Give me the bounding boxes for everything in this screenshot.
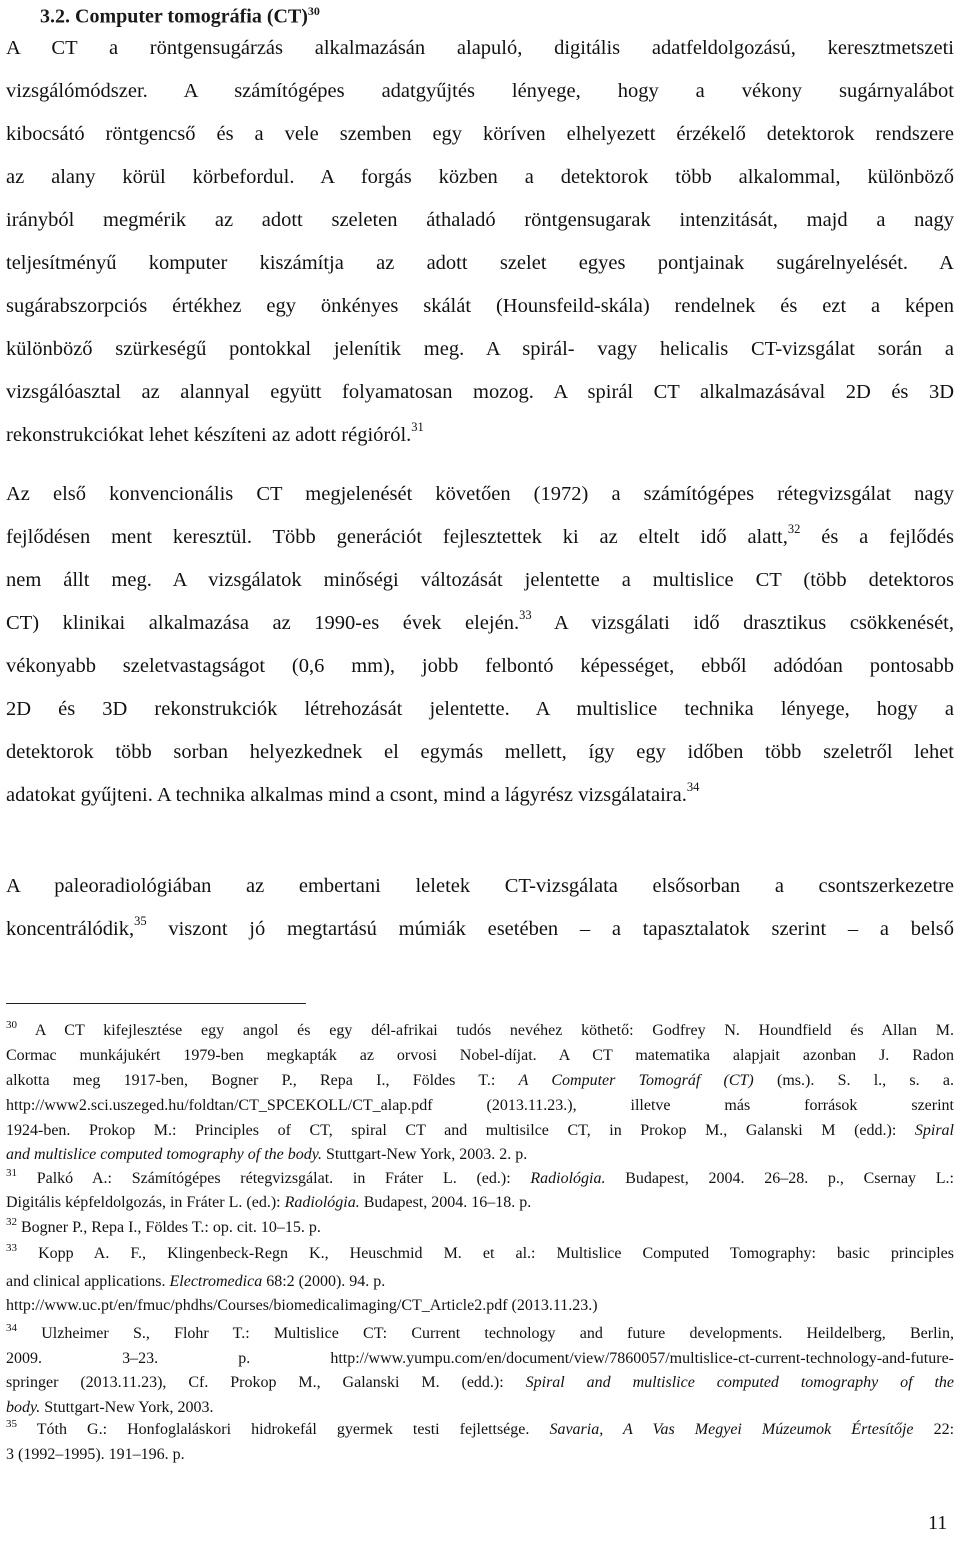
footnote-separator (6, 1003, 306, 1004)
footnote-line (6, 1194, 954, 1212)
footnote-text: alkotta meg 1917-ben, Bogner P., Repa I., Földes T.: (6, 1072, 519, 1089)
line-text: az alany körül körbefordul. A forgás közben a detektorok több alkalommal, különböző (6, 166, 954, 188)
line-text: kibocsátó röntgencső és a vele szemben egy köríven elhelyezett érzékelő detektorok rendszere (6, 123, 954, 145)
footnote-line (6, 1097, 954, 1115)
text-line (6, 654, 954, 678)
text-line (6, 697, 954, 721)
text-line (6, 780, 954, 807)
line-text: teljesítményű komputer kiszámítja az adott szelet egyes pontjainak sugárelnyelését. A (6, 252, 954, 274)
text-line (6, 208, 954, 232)
footnote-text: A CT kifejlesztése egy angol és egy dél-afrikai tudós nevéhez köthető: Godfrey N. Houndfield és Allan M. (17, 1022, 954, 1039)
footnote-text: Stuttgart-New York, 2003. 2. p. (321, 1146, 528, 1163)
footnote-line (6, 1321, 954, 1343)
footnote-number: 34 (6, 1321, 17, 1334)
footnote-text: http://www.uc.pt/en/fmuc/phdhs/Courses/biomedicalimaging/CT_Article2.pdf (2013.11.23.) (6, 1297, 598, 1314)
footnote-line (6, 1297, 954, 1315)
footnote-line (6, 1215, 954, 1237)
line-text: adatokat gyűjteni. A technika alkalmas mind a csont, mind a lágyrész vizsgálataira. (6, 784, 687, 806)
footnote-line (6, 1350, 954, 1368)
footnote-ref: 35 (134, 914, 147, 929)
line-text: sugárabszorpciós értékhez egy önkényes skálát (Hounsfeild-skála) rendelnek és ezt a képen (6, 295, 954, 317)
footnote-number: 32 (6, 1215, 17, 1228)
line-text: detektorok több sorban helyezkednek el egymás mellett, így egy időben több szeletről lehet (6, 741, 954, 763)
line-text: irányból megmérik az adott szeleten áthaladó röntgensugarak intenzitását, majd a nagy (6, 209, 954, 231)
footnote-text: Tóth G.: Honfoglaláskori hidrokefál gyermek testi fejlettsége. (17, 1421, 550, 1438)
line-text: vékonyabb szeletvastagságot (0,6 mm), jobb felbontó képességet, ebből adódóan pontosabb (6, 655, 954, 677)
footnote-line (6, 1146, 954, 1164)
footnote-line (6, 1166, 954, 1188)
footnote-text: Kopp A. F., Klingenbeck-Regn K., Heuschmid M. et al.: Multislice Computed Tomography: basic principles (17, 1245, 954, 1262)
footnote-text: 3 (1992–1995). 191–196. p. (6, 1446, 185, 1463)
line-text: 2D és 3D rekonstrukciók létrehozását jelentette. A multislice technika lényege, hogy a (6, 698, 954, 720)
footnote-italic-text: and multislice computed tomography of the body. (6, 1146, 322, 1163)
text-line (6, 914, 954, 941)
footnote-text: 22: (913, 1421, 955, 1438)
footnote-ref: 33 (519, 608, 532, 623)
footnote-line (6, 1417, 955, 1439)
line-text: és a fejlődés (800, 526, 954, 548)
footnote-text: Digitális képfeldolgozás, in Fráter L. (ed.): (6, 1194, 285, 1211)
footnote-ref: 30 (307, 4, 320, 18)
text-line (6, 380, 954, 404)
line-text: rekonstrukciókat lehet készíteni az adott régióról. (6, 424, 412, 446)
text-line (6, 251, 954, 275)
footnote-italic-text: Savaria, A Vas Megyei Múzeumok Értesítője (549, 1421, 914, 1438)
footnote-line (6, 1018, 954, 1040)
footnote-italic-text: body. (6, 1399, 41, 1416)
line-text: A paleoradiológiában az embertani leletek CT-vizsgálata elsősorban a csontszerkezetre (6, 875, 954, 897)
text-line (6, 79, 954, 103)
line-text: fejlődésen ment keresztül. Több generációt fejlesztettek ki az eltelt idő alatt, (6, 526, 788, 548)
footnote-line (6, 1446, 954, 1464)
line-text: Az első konvencionális CT megjelenését követően (1972) a számítógépes rétegvizsgálat nagy (6, 483, 954, 505)
footnote-line (6, 1399, 954, 1417)
footnote-line (6, 1047, 954, 1065)
section-heading: 3.2. Computer tomográfia (CT)$^{30}$ (40, 4, 320, 28)
footnote-text: springer (2013.11.23), Cf. Prokop M., Galanski M. (edd.): (6, 1374, 526, 1391)
line-text: vizsgálóasztal az alannyal együtt folyamatosan mozog. A spirál CT alkalmazásával 2D és 3D (6, 381, 954, 403)
text-line (6, 36, 954, 60)
text-line (6, 294, 954, 318)
footnote-ref: 31 (411, 420, 424, 435)
footnote-number: 35 (6, 1417, 17, 1430)
text-line (6, 337, 954, 361)
line-text: A vizsgálati idő drasztikus csökkenését, (531, 612, 954, 634)
footnote-text: Budapest, 2004. 16–18. p. (359, 1194, 532, 1211)
footnote-text: Cormac munkájukért 1979-ben megkapták az orvosi Nobel-díjat. A CT matematika alapjait azonban J. Radon (6, 1047, 954, 1064)
footnote-text: and clinical applications. (6, 1273, 170, 1290)
footnote-text: Budapest, 2004. 26–28. p., Csernay L.: (605, 1170, 954, 1187)
footnote-text: 2009. 3–23. p. http://www.yumpu.com/en/document/view/7860057/multislice-ct-current-technology-and-future- (6, 1350, 954, 1367)
line-text: CT) klinikai alkalmazása az 1990-es évek elején. (6, 612, 520, 634)
footnote-number: 30 (6, 1018, 17, 1031)
text-line (6, 165, 954, 189)
footnote-italic-text: Spiral (914, 1122, 954, 1139)
line-text: vizsgálómódszer. A számítógépes adatgyűjtés lényege, hogy a vékony sugárnyalábot (6, 80, 954, 102)
text-line (6, 420, 954, 447)
footnote-ref: 32 (787, 522, 801, 537)
text-line (6, 522, 954, 549)
text-line (6, 568, 954, 592)
footnote-text: 1924-ben. Prokop M.: Principles of CT, spiral CT and multisilce CT, in Prokop M., Galanski M (edd.): (6, 1122, 915, 1139)
line-text: viszont jó megtartású múmiák esetében – a tapasztalatok szerint – a belső (146, 918, 954, 940)
footnote-text: Bogner P., Repa I., Földes T.: op. cit. 10–15. p. (17, 1219, 321, 1236)
footnote-line (6, 1374, 954, 1392)
footnote-italic-text: A Computer Tomográf (CT) (518, 1072, 754, 1089)
text-line (6, 122, 954, 146)
footnote-line (6, 1122, 954, 1140)
footnote-line (6, 1072, 954, 1090)
footnote-text: 68:2 (2000). 94. p. (262, 1273, 386, 1290)
line-text: koncentrálódik, (6, 918, 135, 940)
line-text: A CT a röntgensugárzás alkalmazásán alapuló, digitális adatfeldolgozású, keresztmetszeti (6, 37, 954, 59)
footnote-text: (ms.). S. l., s. a. (753, 1072, 955, 1089)
text-line (6, 740, 954, 764)
page-number: 11 (928, 1512, 948, 1534)
footnote-line (6, 1241, 954, 1263)
footnote-ref: 34 (686, 780, 700, 795)
footnote-text: Palkó A.: Számítógépes rétegvizsgálat. in Fráter L. (ed.): (17, 1170, 531, 1187)
footnote-line (6, 1273, 954, 1291)
footnote-italic-text: Radiológia. (284, 1194, 360, 1211)
footnote-number: 33 (6, 1241, 17, 1254)
footnote-text: http://www2.sci.uszeged.hu/foldtan/CT_SPCEKOLL/CT_alap.pdf (2013.11.23.), illetve más források szerint (6, 1097, 954, 1114)
footnote-italic-text: Spiral and multislice computed tomography of the (525, 1374, 955, 1391)
text-line (6, 874, 954, 898)
footnote-text: Stuttgart-New York, 2003. (40, 1399, 214, 1416)
footnote-text: Ulzheimer S., Flohr T.: Multislice CT: Current technology and future developments. Heildelberg, Berlin, (17, 1325, 954, 1342)
footnote-italic-text: Electromedica (169, 1273, 263, 1290)
footnote-number: 31 (6, 1166, 17, 1179)
footnote-italic-text: Radiológia. (530, 1170, 606, 1187)
line-text: különböző szürkeségű pontokkal jelenítik meg. A spirál- vagy helicalis CT-vizsgálat során a (6, 338, 954, 360)
text-line (6, 608, 954, 635)
line-text: nem állt meg. A vizsgálatok minőségi változását jelentette a multislice CT (több detektoros (6, 569, 954, 591)
text-line (6, 482, 954, 506)
